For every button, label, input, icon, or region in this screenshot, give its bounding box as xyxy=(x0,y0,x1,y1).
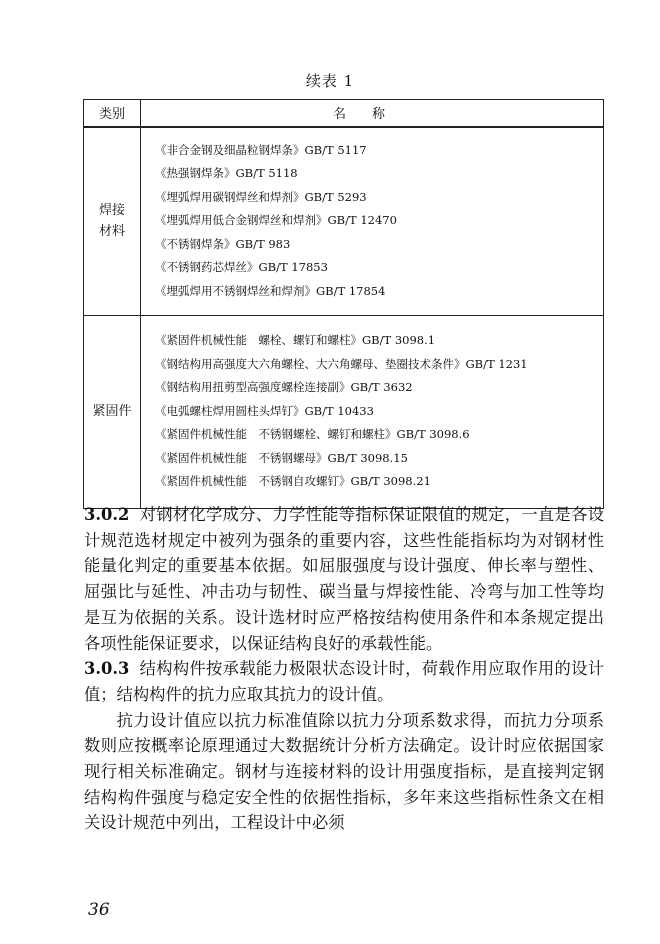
standard-item: 《紧固件机械性能 不锈钢螺栓、螺钉和螺柱》GB/T 3098.6 xyxy=(155,427,470,442)
header-name-text: 名称 xyxy=(332,107,411,123)
standard-item: 《钢结构用高强度大六角螺栓、大六角螺母、垫圈技术条件》GB/T 1231 xyxy=(155,356,528,371)
header-name xyxy=(141,100,604,127)
table-caption: 续表 1 xyxy=(305,72,355,90)
standard-item: 《钢结构用扭剪型高强度螺栓连接副》GB/T 3632 xyxy=(155,380,413,395)
standard-item: 《热强钢焊条》GB/T 5118 xyxy=(155,166,298,181)
table-row-fasteners xyxy=(84,315,604,508)
standard-item: 《电弧螺柱焊用圆柱头焊钉》GB/T 10433 xyxy=(155,403,374,418)
section-number: 3.0.2 xyxy=(84,505,130,524)
standard-item: 《埋弧焊用低合金钢焊丝和焊剂》GB/T 12470 xyxy=(155,213,397,228)
category-line: 焊接 xyxy=(98,203,125,218)
standard-item: 《非合金钢及细晶粒钢焊条》GB/T 5117 xyxy=(155,142,367,157)
standard-item: 《不锈钢药芯焊丝》GB/T 17853 xyxy=(155,260,328,275)
section-number: 3.0.3 xyxy=(84,659,130,679)
section-text: 对钢材化学成分、力学性能等指标保证限值的规定，一直是各设计规范选材规定中被列为强条的重要内容，这些性能指标均为对钢材性能量化判定的重要基本依据。如屈服强度与设计强度、伸长率与塑性、屈强比与延性、冲击功与韧性、碳当量与焊接性能、冷弯与加工性等均是互为依据的关系。设计选材时应严格按结构使用条件和本条规定提出各项性能保证要求，以保证结构良好的承载性能。 xyxy=(84,505,604,653)
page-number: 36 xyxy=(88,900,110,920)
section-3-0-3 xyxy=(84,656,604,707)
standards-list xyxy=(141,127,604,316)
standard-item: 《埋弧焊用碳钢焊丝和焊剂》GB/T 5293 xyxy=(155,189,367,204)
standard-item: 《紧固件机械性能 不锈钢螺母》GB/T 3098.15 xyxy=(155,450,408,465)
table-row-welding-materials xyxy=(84,127,604,316)
standard-item: 《不锈钢焊条》GB/T 983 xyxy=(155,236,291,251)
standards-list xyxy=(141,315,604,508)
paragraph: 抗力设计值应以抗力标准值除以抗力分项系数求得，而抗力分项系数则应按概率论原理通过大数据统计分析方法确定。设计时应依据国家现行相关标准确定。钢材与连接材料的设计用强度指标，是直接判定钢结构构件强度与稳定安全性的依据性指标，多年来这些指标性条文在相关设计规范中列出，工程设计中必须 xyxy=(84,710,604,833)
standards-table xyxy=(83,99,604,509)
category-line: 材料 xyxy=(98,224,125,239)
category-line: 紧固件 xyxy=(92,404,132,419)
table-header-row xyxy=(84,100,604,127)
category-cell xyxy=(84,127,141,316)
body-text xyxy=(84,502,604,836)
standard-item: 《埋弧焊用不锈钢焊丝和焊剂》GB/T 17854 xyxy=(155,283,386,298)
header-category: 类别 xyxy=(84,100,141,127)
standard-item: 《紧固件机械性能 不锈钢自攻螺钉》GB/T 3098.21 xyxy=(155,474,431,489)
standard-item: 《紧固件机械性能 螺栓、螺钉和螺柱》GB/T 3098.1 xyxy=(155,333,436,348)
section-3-0-2 xyxy=(84,502,604,656)
category-cell xyxy=(84,315,141,508)
section-text: 结构构件按承载能力极限状态设计时，荷载作用应取作用的设计值；结构构件的抗力应取其抗力的设计值。 xyxy=(84,659,604,704)
